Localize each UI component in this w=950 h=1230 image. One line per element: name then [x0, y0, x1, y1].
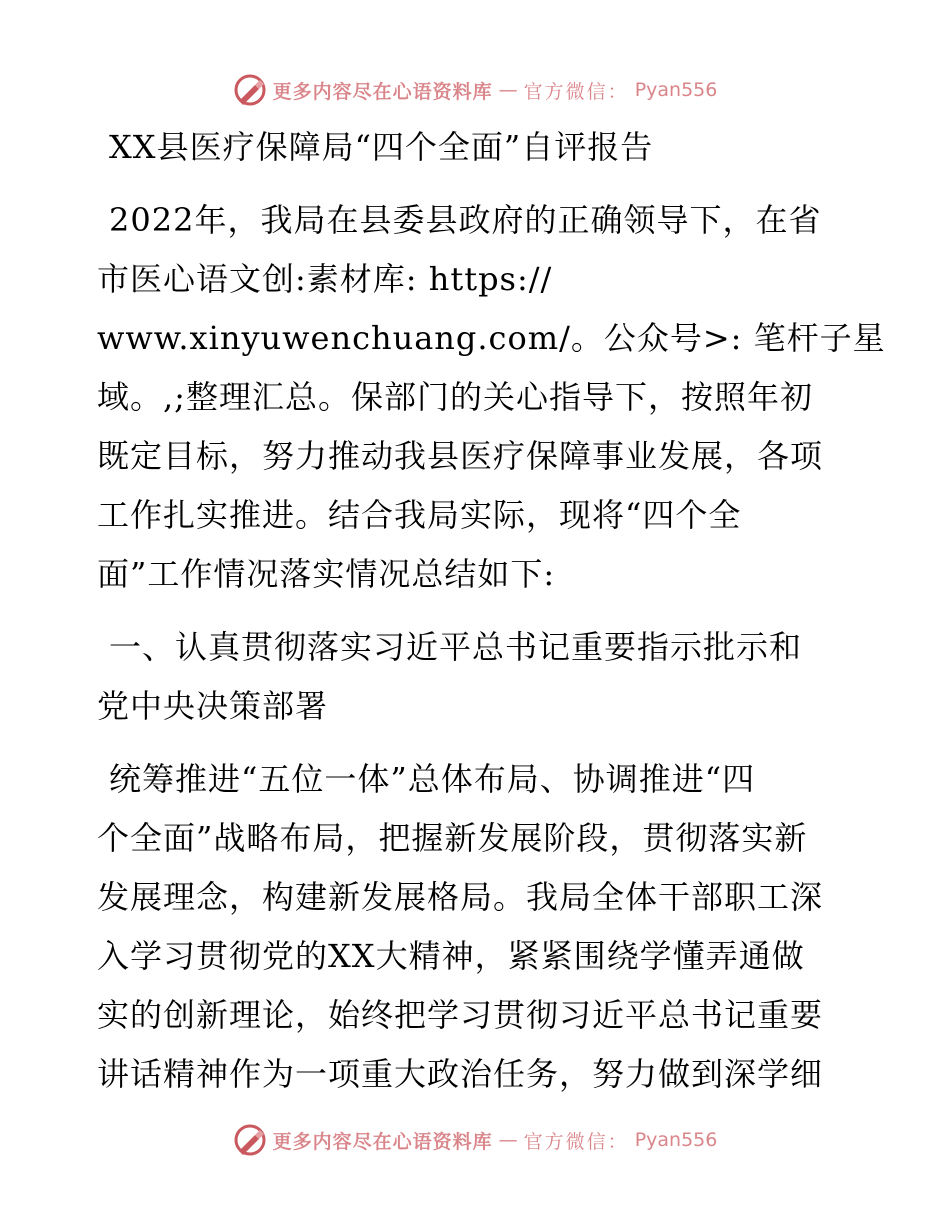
watermark-site-text: 更多内容尽在心语资料库	[272, 1130, 493, 1153]
document-body	[97, 118, 886, 1104]
watermark-dash: —	[498, 79, 518, 101]
watermark-account: Pyan556	[634, 79, 718, 101]
paragraph-line: 面”工作情况落实情况总结如下:	[97, 555, 556, 593]
paragraph-line: 域。,;整理汇总。保部门的关心指导下，按照年初	[97, 378, 813, 416]
watermark-dash: —	[498, 1129, 518, 1151]
paragraph-line: www.xinyuwenchuang.com/。公众号>: 笔杆子星	[97, 319, 886, 357]
paragraph-body	[97, 750, 857, 1104]
paragraph-line: 发展理念，构建新发展格局。我局全体干部职工深	[97, 878, 824, 916]
watermark-footer	[0, 1120, 950, 1160]
pen-logo-icon	[233, 1123, 267, 1157]
watermark-header	[0, 70, 950, 110]
section-heading	[97, 618, 857, 736]
watermark-official-label: 官方微信：	[523, 1130, 629, 1153]
document-title: XX县医疗保障局“四个全面”自评报告	[109, 128, 654, 166]
paragraph-line: 工作扎实推进。结合我局实际，现将“四个全	[97, 496, 742, 534]
paragraph-line: 既定目标，努力推动我县医疗保障事业发展，各项	[97, 437, 824, 475]
watermark-official-label: 官方微信：	[523, 80, 629, 103]
watermark-account: Pyan556	[634, 1129, 718, 1151]
paragraph-line: 讲话精神作为一项重大政治任务，努力做到深学细	[97, 1055, 824, 1093]
paragraph-intro	[97, 191, 886, 604]
heading-line: 党中央决策部署	[97, 687, 329, 725]
paragraph-line: 市医心语文创:素材库: https://	[97, 260, 553, 298]
pen-logo-icon	[233, 73, 267, 107]
paragraph-line: 实的创新理论，始终把学习贯彻习近平总书记重要	[97, 996, 824, 1034]
heading-line: 一、认真贯彻落实习近平总书记重要指示批示和	[109, 628, 803, 666]
watermark-site-text: 更多内容尽在心语资料库	[272, 80, 493, 103]
paragraph-line: 统筹推进“五位一体”总体布局、协调推进“四	[109, 760, 756, 798]
paragraph-line: 2022年，我局在县委县政府的正确领导下，在省	[109, 201, 822, 239]
paragraph-line: 入学习贯彻党的XX大精神，紧紧围绕学懂弄通做	[97, 937, 805, 975]
paragraph-line: 个全面”战略布局，把握新发展阶段，贯彻落实新	[97, 819, 808, 857]
